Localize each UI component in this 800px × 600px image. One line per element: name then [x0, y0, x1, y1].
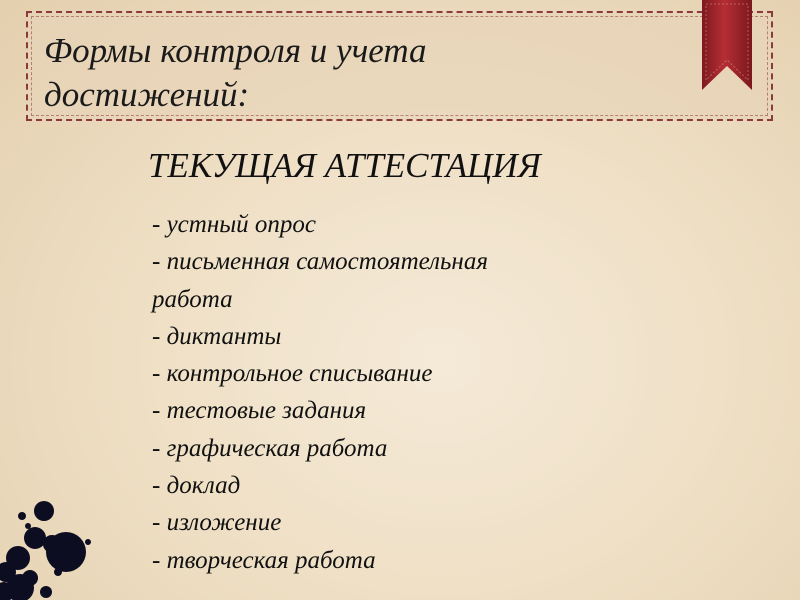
list-item: - письменная самостоятельная [152, 248, 488, 276]
slide-title [44, 29, 664, 117]
list-item: - изложение [152, 509, 282, 537]
list-item: - контрольное списывание [152, 360, 433, 388]
title-frame [26, 11, 773, 121]
list-item: - диктанты [152, 322, 282, 350]
ink-blots [0, 480, 110, 600]
list-item: - графическая работа [152, 434, 388, 462]
title-line-2: достижений: [44, 75, 250, 114]
list-item: - доклад [152, 472, 241, 500]
list-item: - устный опрос [152, 211, 317, 238]
list-item: работа [152, 285, 233, 313]
section-heading: ТЕКУЩАЯ АТТЕСТАЦИЯ [148, 146, 541, 185]
ribbon-bookmark-icon [702, 0, 752, 92]
title-line-1: Формы контроля и учета [44, 31, 427, 70]
list-item: - творческая работа [152, 546, 376, 574]
list-item: - тестовые задания [152, 397, 367, 425]
assessment-list [152, 206, 612, 579]
